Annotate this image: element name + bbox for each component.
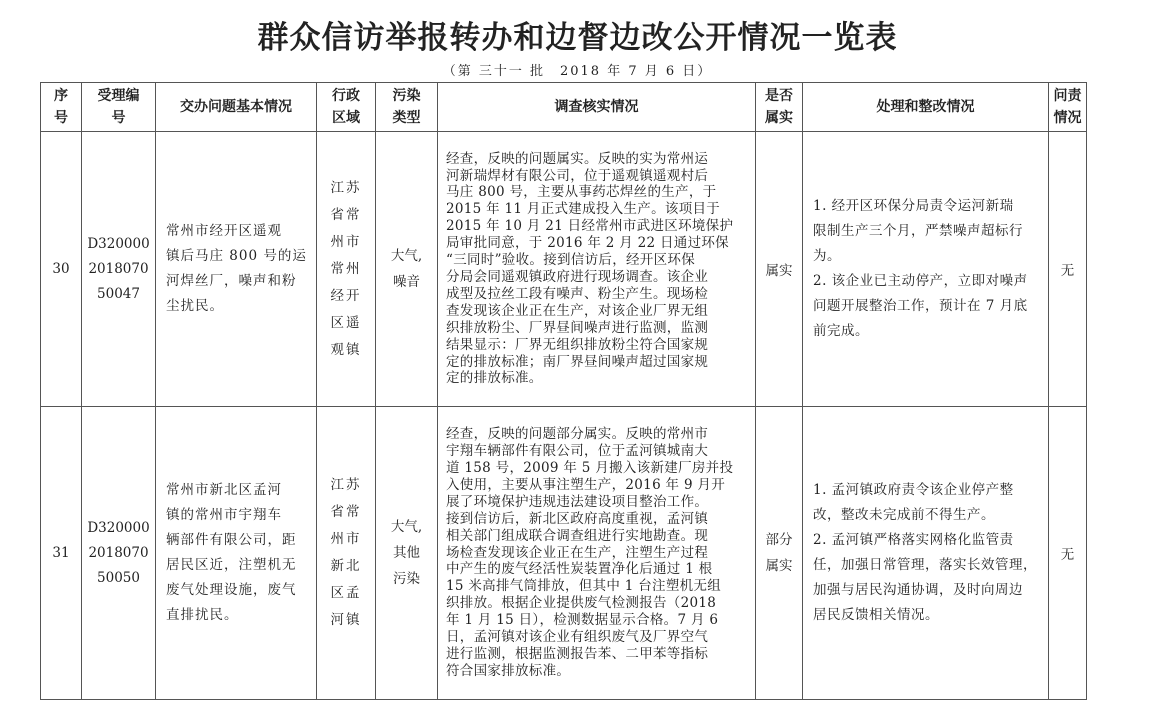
case-id-line: 50050 <box>97 569 140 586</box>
administrative-region-line: 江苏 <box>330 179 362 196</box>
column-header-region <box>317 83 376 132</box>
column-header-text: 调查核实情况 <box>554 99 639 115</box>
case-id-line: 2018070 <box>88 544 149 561</box>
column-header-text: 序号 <box>54 88 68 126</box>
case-id-line: D320000 <box>87 235 150 252</box>
investigation-findings <box>438 407 756 700</box>
column-header-text: 是否属实 <box>765 88 793 126</box>
investigation-findings-line: 符合国家排放标准。 <box>446 662 571 679</box>
administrative-region-line: 省常 <box>330 504 362 520</box>
column-header-case-id <box>82 83 156 132</box>
rectification-measures-line: 任，加强日常管理，落实长效管理， <box>813 557 1037 573</box>
column-header-rectification <box>803 83 1049 132</box>
investigation-findings-line: 查发现该企业正在生产，对该企业厂界无组 <box>446 302 709 319</box>
rectification-measures-line: 前完成。 <box>813 323 869 339</box>
investigation-findings-line: 定的排放标准。 <box>446 370 543 387</box>
rectification-measures-line: 问题开展整治工作，预计在 7 月底 <box>813 298 1028 314</box>
rectification-measures-line: 居民反馈相关情况。 <box>813 607 939 623</box>
pollution-type <box>376 132 438 407</box>
investigation-findings-line: 道 158 号，2009 年 5 月搬入该新建厂房并投 <box>446 460 734 477</box>
complaints-table <box>40 82 1087 700</box>
investigation-findings-line: 日，孟河镇对该企业有组织废气及厂界空气 <box>446 629 709 646</box>
investigation-findings-line: 马庄 800 号，主要从事药芯焊丝的生产，于 <box>446 184 717 201</box>
page-title: 群众信访举报转办和边督边改公开情况一览表 <box>257 20 898 56</box>
investigation-findings-line: 织排放粉尘、厂界昼间噪声进行监测，监测 <box>446 319 709 336</box>
complaint-summary-line: 镇的常州市宇翔车 <box>166 507 282 523</box>
investigation-findings-line: 局审批同意，于 2016 年 2 月 22 日通过环保 <box>446 235 729 252</box>
administrative-region-line: 新北 <box>330 558 362 574</box>
complaint-summary-line: 尘扰民。 <box>166 298 224 314</box>
administrative-region-line: 区遥 <box>330 314 362 331</box>
verified-status-line: 属实 <box>765 558 793 574</box>
investigation-findings-line: 相关部门组成联合调查组进行实地勘查。现 <box>446 527 709 544</box>
administrative-region-line: 州市 <box>330 233 362 250</box>
case-id <box>82 132 156 407</box>
pollution-type-line: 大气, <box>390 248 423 264</box>
investigation-findings-line: 入使用，主要从事注塑生产，2016 年 9 月开 <box>446 476 726 493</box>
column-header-verified <box>756 83 803 132</box>
accountability: 无 <box>1049 407 1087 700</box>
column-header-serial <box>41 83 82 132</box>
administrative-region-line: 经开 <box>330 287 362 304</box>
header-row <box>41 83 1087 132</box>
column-header-text: 问责情况 <box>1053 88 1082 126</box>
verified-status <box>756 407 803 700</box>
verified-status-line: 部分 <box>765 532 793 548</box>
investigation-findings-line: 分局会同遥观镇政府进行现场调查。该企业 <box>446 269 709 285</box>
rectification-measures-line: 1. 孟河镇政府责令该企业停产整 <box>813 482 1014 498</box>
column-header-accountability <box>1049 83 1087 132</box>
investigation-findings-line: “三同时”验收。接到信访后，经开区环保 <box>446 252 696 269</box>
rectification-measures-line: 1. 经开区环保分局责令运河新瑞 <box>813 198 1014 214</box>
complaint-summary <box>156 407 317 700</box>
serial-number: 30 <box>41 132 82 407</box>
investigation-findings-line: 中产生的废气经活性炭装置净化后通过 1 根 <box>446 561 713 578</box>
column-header-pollution <box>376 83 438 132</box>
serial-number: 31 <box>41 407 82 700</box>
rectification-measures-line: 2. 该企业已主动停产，立即对噪声 <box>813 273 1028 289</box>
case-id <box>82 407 156 700</box>
administrative-region-line: 区孟 <box>330 585 362 601</box>
investigation-findings-line: 织排放。根据企业提供废气检测报告（2018 <box>446 595 717 612</box>
complaint-summary <box>156 132 317 407</box>
investigation-findings-line: 2015 年 10 月 21 日经常州市武进区环境保护 <box>446 218 734 235</box>
pollution-type-line: 噪音 <box>393 274 420 290</box>
complaint-summary-line: 直排扰民。 <box>166 607 239 623</box>
investigation-findings-line: 经查，反映的问题属实。反映的实为常州运 <box>446 150 709 167</box>
rectification-measures-line: 改，整改未完成前不得生产。 <box>813 507 995 523</box>
administrative-region <box>317 132 376 407</box>
investigation-findings-line: 展了环境保护违规违法建设项目整治工作。 <box>446 493 709 510</box>
rectification-measures-line: 加强与居民沟通协调，及时向周边 <box>813 582 1023 598</box>
complaint-summary-line: 废气处理设施，废气 <box>166 582 297 598</box>
rectification-measures-line: 2. 孟河镇严格落实网格化监管责 <box>813 532 1014 548</box>
investigation-findings-line: 年 1 月 15 日），检测数据显示合格。7 月 6 <box>446 612 719 629</box>
administrative-region-line: 江苏 <box>330 477 362 493</box>
complaint-summary-line: 辆部件有限公司，距 <box>166 532 297 548</box>
column-header-text: 交办问题基本情况 <box>180 99 292 115</box>
pollution-type-line: 其他 <box>393 545 420 561</box>
administrative-region-line: 观镇 <box>330 341 362 358</box>
accountability: 无 <box>1049 132 1087 407</box>
column-header-investigation <box>438 83 756 132</box>
column-header-text: 处理和整改情况 <box>876 99 975 115</box>
investigation-findings-line: 进行监测，根据监测报告苯、二甲苯等指标 <box>446 645 709 662</box>
investigation-findings-line: 15 米高排气筒排放，但其中 1 台注塑机无组 <box>446 578 722 595</box>
investigation-findings-line: 宇翔车辆部件有限公司，位于孟河镇城南大 <box>446 443 709 460</box>
complaint-summary-line: 镇后马庄 800 号的运 <box>166 248 307 264</box>
investigation-findings-line: 经查，反映的问题部分属实。反映的常州市 <box>446 426 709 443</box>
investigation-findings-line: 河新瑞焊材有限公司，位于遥观镇遥观村后 <box>446 167 709 184</box>
rectification-measures <box>803 132 1049 407</box>
column-header-text: 行政区域 <box>332 88 360 126</box>
case-id-line: 50047 <box>97 285 140 302</box>
table-row <box>41 407 1087 700</box>
rectification-measures-line: 限制生产三个月，严禁噪声超标行 <box>813 223 1023 239</box>
column-header-summary <box>156 83 317 132</box>
table-row <box>41 132 1087 407</box>
complaint-summary-line: 常州市经开区遥观 <box>166 223 282 239</box>
table-body <box>41 132 1087 700</box>
investigation-findings-line: 场检查发现该企业正在生产，注塑生产过程 <box>446 544 709 561</box>
administrative-region <box>317 407 376 700</box>
investigation-findings-line: 接到信访后，新北区政府高度重视，孟河镇 <box>446 510 709 527</box>
administrative-region-line: 河镇 <box>330 612 362 628</box>
rectification-measures-line: 为。 <box>813 248 841 264</box>
administrative-region-line: 州市 <box>330 531 362 547</box>
column-header-text: 受理编号 <box>97 88 140 126</box>
complaint-summary-line: 常州市新北区孟河 <box>166 482 282 498</box>
page-subtitle: （第 三十一 批 2018 年 7 月 6 日） <box>442 64 713 79</box>
case-id-line: 2018070 <box>88 260 149 277</box>
investigation-findings-line: 结果显示：厂界无组织排放粉尘符合国家规 <box>446 336 709 353</box>
investigation-findings-line: 2015 年 11 月正式建成投入生产。该项目于 <box>446 201 721 218</box>
investigation-findings-line: 成型及拉丝工段有噪声、粉尘产生。现场检 <box>446 285 709 302</box>
investigation-findings <box>438 132 756 407</box>
rectification-measures <box>803 407 1049 700</box>
pollution-type-line: 大气, <box>390 519 423 535</box>
complaint-summary-line: 河焊丝厂，噪声和粉 <box>166 273 297 289</box>
administrative-region-line: 省常 <box>330 206 362 223</box>
pollution-type <box>376 407 438 700</box>
case-id-line: D320000 <box>87 519 150 536</box>
complaint-summary-line: 居民区近，注塑机无 <box>166 557 297 573</box>
column-header-text: 污染类型 <box>392 88 421 126</box>
administrative-region-line: 常州 <box>330 260 362 277</box>
investigation-findings-line: 定的排放标准；南厂界昼间噪声超过国家规 <box>446 353 709 370</box>
verified-status: 属实 <box>756 132 803 407</box>
pollution-type-line: 污染 <box>393 571 420 587</box>
